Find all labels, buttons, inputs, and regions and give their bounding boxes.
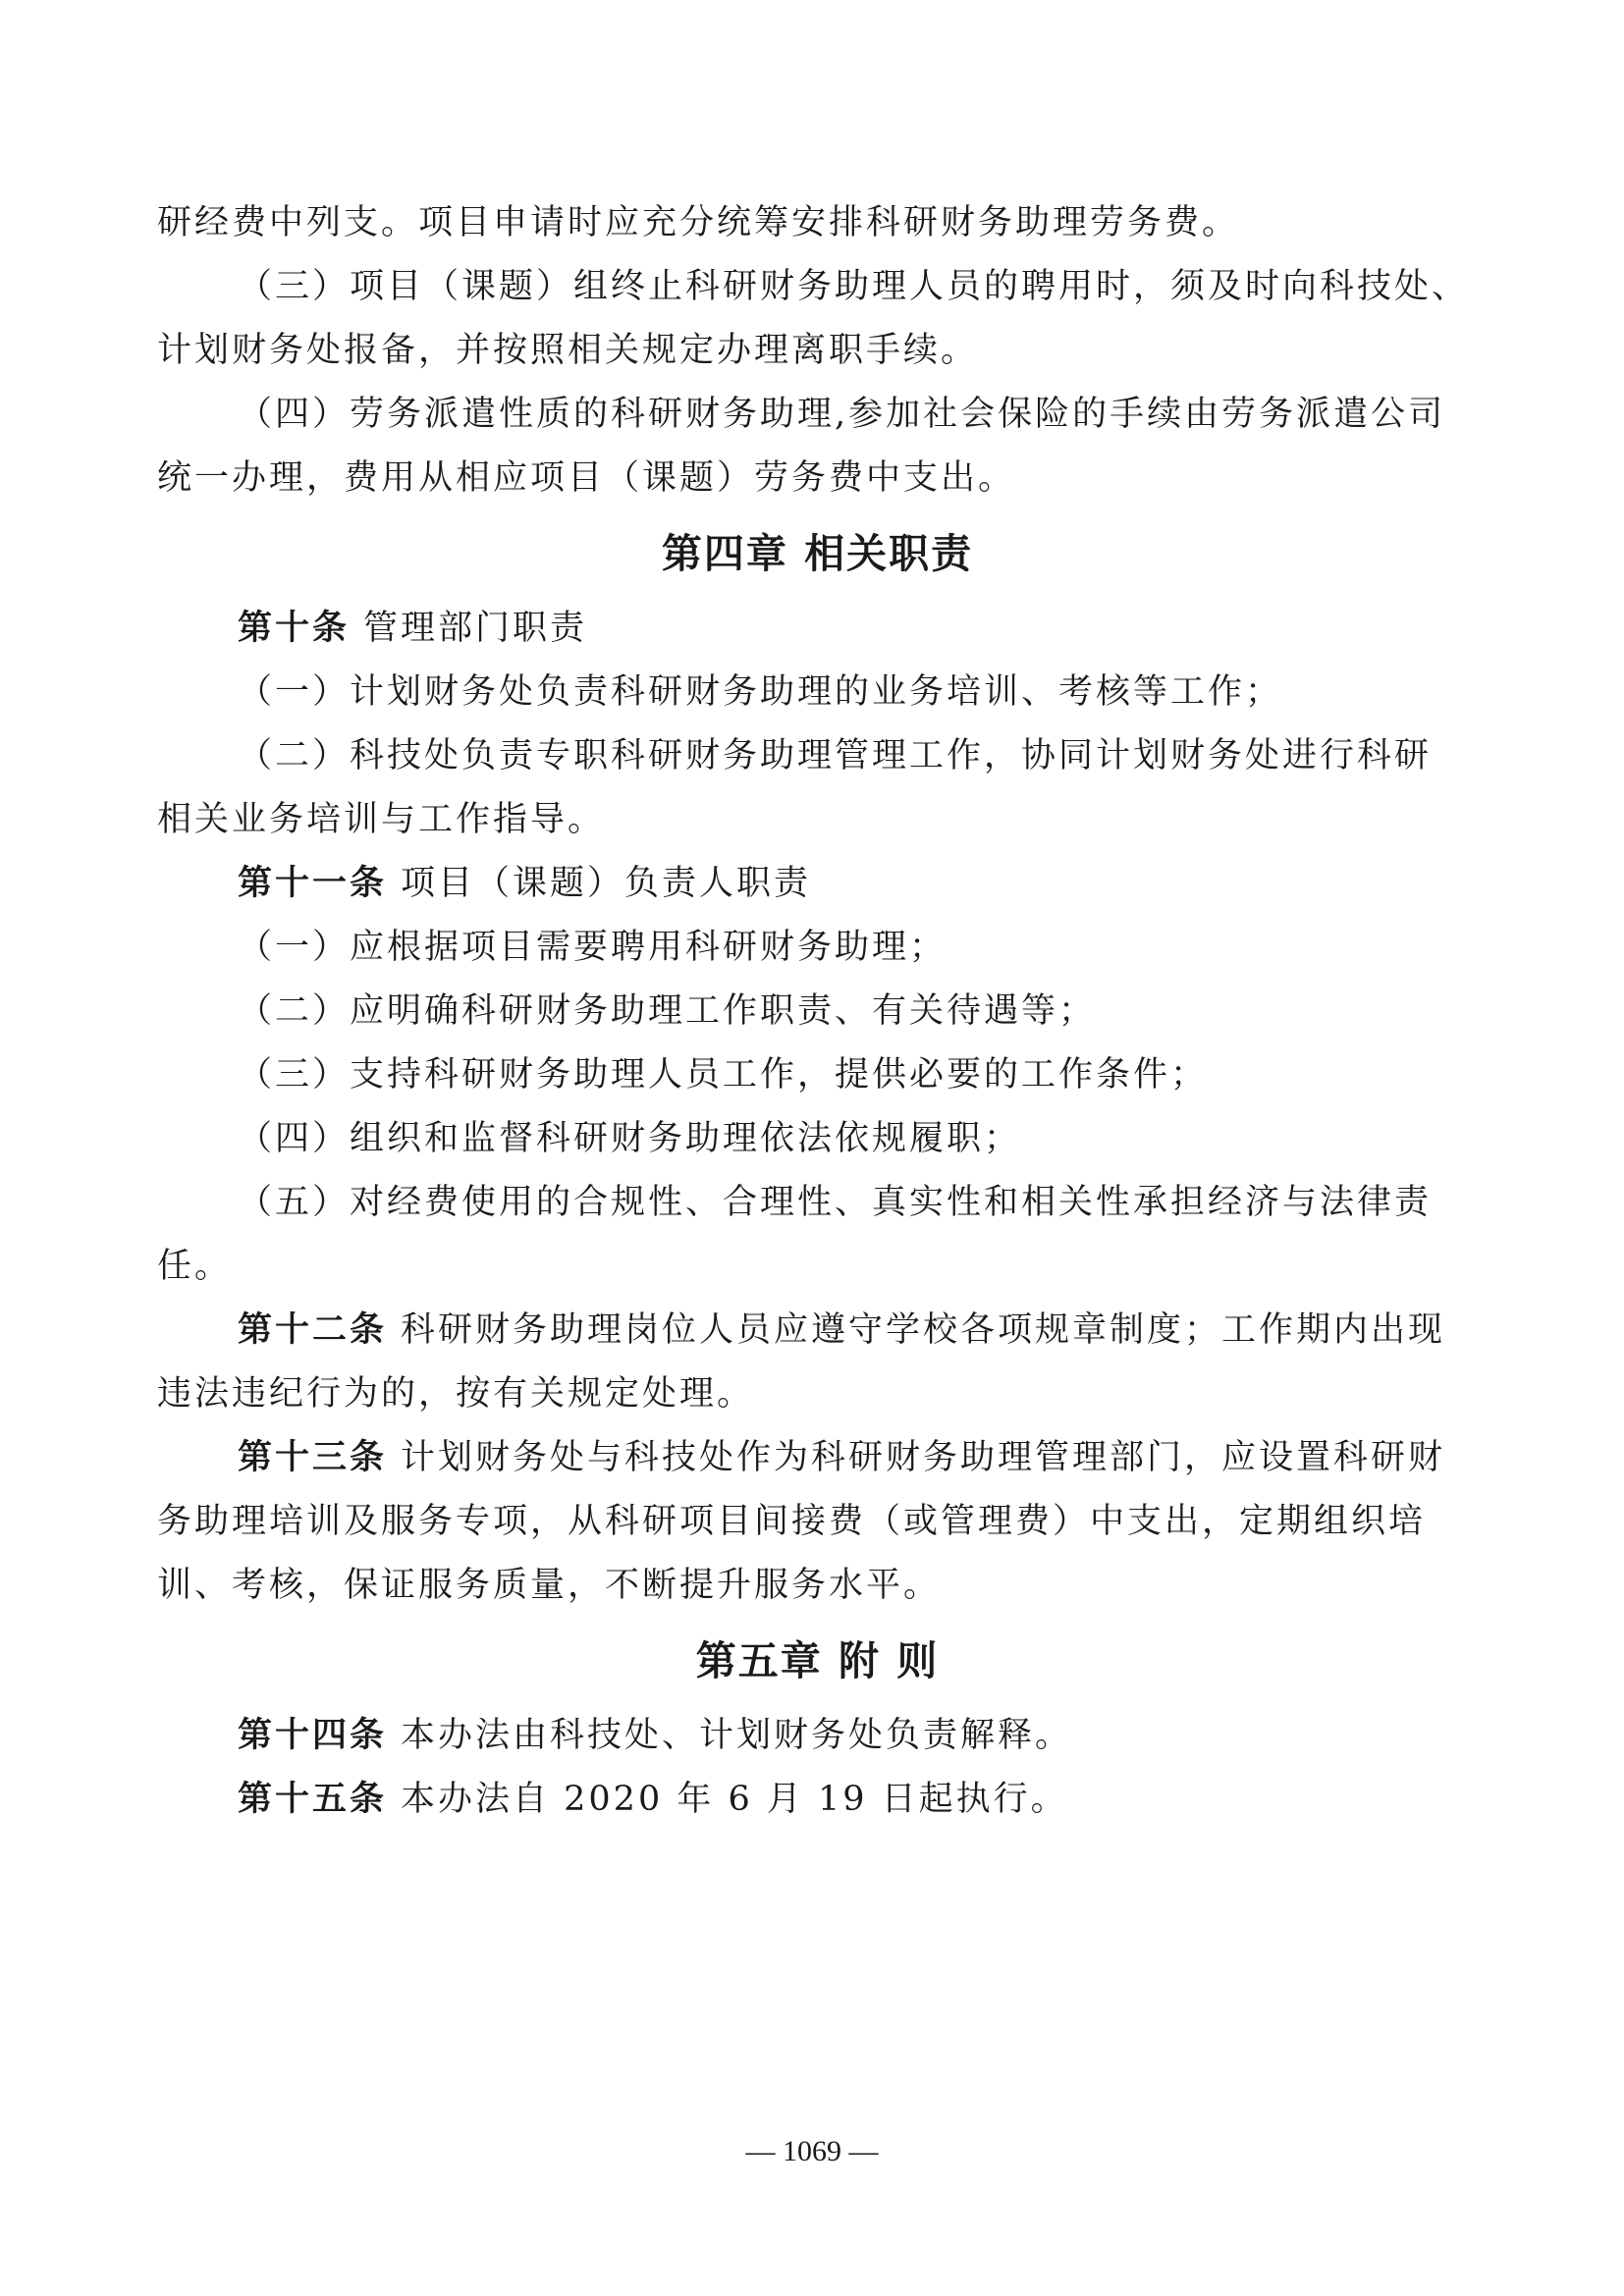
- article-text: 计划财务处与科技处作为科研财务助理管理部门，应设置科研财: [401, 1438, 1446, 1477]
- article-text: 项目（课题）负责人职责: [401, 864, 812, 903]
- article-label: 第十二条: [238, 1310, 388, 1350]
- text-line: （五）对经费使用的合规性、合理性、真实性和相关性承担经济与法律责: [238, 1183, 1433, 1222]
- article-line: [157, 1299, 1478, 1362]
- article-label: 第十五条: [238, 1780, 388, 1819]
- article-line: [157, 1426, 1478, 1490]
- text-line: 研经费中列支。项目申请时应充分统筹安排科研财务助理劳务费。: [157, 203, 1240, 242]
- text-line: （二）科技处负责专职科研财务助理管理工作，协同计划财务处进行科研: [238, 736, 1433, 775]
- text-line: （三）项目（课题）组终止科研财务助理人员的聘用时，须及时向科技处、: [238, 267, 1470, 306]
- chapter-heading: 第四章 相关职责: [661, 530, 974, 577]
- text-line: （四）劳务派遣性质的科研财务助理,参加社会保险的手续由劳务派遣公司: [238, 395, 1446, 434]
- article-label: 第十一条: [238, 864, 388, 903]
- document-body: [157, 191, 1478, 1832]
- text-line: （三）支持科研财务助理人员工作，提供必要的工作条件；: [238, 1055, 1209, 1095]
- text-line: （四）组织和监督科研财务助理依法依规履职；: [238, 1119, 1022, 1158]
- text-line: （一）计划财务处负责科研财务助理的业务培训、考核等工作；: [238, 672, 1283, 712]
- text-line: 任。: [157, 1247, 233, 1286]
- article-line: [157, 852, 1478, 916]
- text-line: 违法违纪行为的，按有关规定处理。: [157, 1374, 755, 1414]
- article-text: 管理部门职责: [363, 609, 588, 648]
- text-line: 务助理培训及服务专项，从科研项目间接费（或管理费）中支出，定期组织培: [157, 1502, 1427, 1541]
- text-line: 相关业务培训与工作指导。: [157, 800, 606, 839]
- page-number: — 1069 —: [745, 2135, 879, 2167]
- article-text: 科研财务助理岗位人员应遵守学校各项规章制度；工作期内出现: [401, 1310, 1446, 1350]
- article-label: 第十三条: [238, 1438, 388, 1477]
- article-line: [157, 597, 1478, 661]
- text-line: （一）应根据项目需要聘用科研财务助理；: [238, 928, 947, 967]
- article-text: 本办法自 2020 年 6 月 19 日起执行。: [401, 1780, 1068, 1819]
- text-line: （二）应明确科研财务助理工作职责、有关待遇等；: [238, 991, 1097, 1031]
- text-line: 计划财务处报备，并按照相关规定办理离职手续。: [157, 331, 979, 370]
- text-line: 统一办理，费用从相应项目（课题）劳务费中支出。: [157, 458, 1016, 498]
- article-text: 本办法由科技处、计划财务处负责解释。: [401, 1716, 1073, 1755]
- article-line: [157, 1768, 1478, 1832]
- text-line: 训、考核，保证服务质量，不断提升服务水平。: [157, 1566, 942, 1605]
- article-label: 第十四条: [238, 1716, 388, 1755]
- article-label: 第十条: [238, 609, 351, 648]
- article-line: [157, 1704, 1478, 1768]
- chapter-heading: 第五章 附 则: [695, 1637, 940, 1684]
